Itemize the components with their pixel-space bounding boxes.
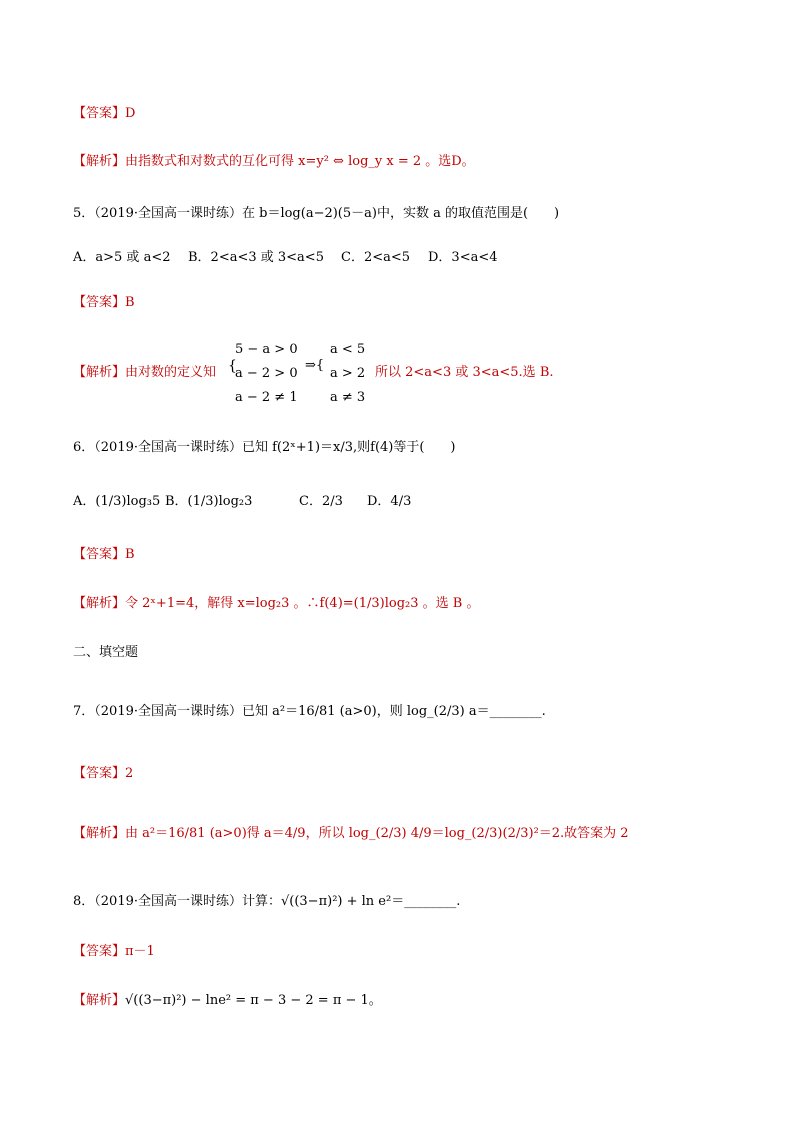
answer-tag: 【答案】 (73, 295, 126, 310)
solution-7 (73, 822, 629, 841)
option-b: B．(1/3)log₂3 (165, 494, 253, 509)
option-a: A．(1/3)log₃5 (73, 494, 161, 509)
system2-line: a > 2 (330, 366, 366, 381)
answer-value: 2 (125, 766, 134, 781)
solution-tag: 【解析】 (73, 596, 126, 611)
solution-text: 由 a²＝16/81 (a>0)得 a＝4/9，所以 log_(2/3) 4/9＝log_(2/3)(2/3)²＝2.故答案为 2 (125, 826, 629, 841)
solution-5-tail: 所以 2<a<3 或 3<a<5.选 B. (375, 365, 554, 380)
solution-tag: 【解析】 (73, 154, 126, 169)
system1-line: 5 − a > 0 (235, 342, 298, 357)
question-6-stem: 6．（2019·全国高一课时练）已知 f(2ˣ+1)＝x/3,则f(4)等于( ) (73, 440, 456, 455)
option-d: D．4/3 (367, 494, 412, 509)
solution-4 (73, 150, 475, 169)
question-7-stem: 7．（2019·全国高一课时练）已知 a²＝16/81 (a>0)，则 log_(2/3) a＝________. (73, 704, 546, 719)
option-a: A．a>5 或 a<2 (73, 250, 171, 265)
system1-line: a − 2 ≠ 1 (235, 390, 298, 405)
option-c: C．2<a<5 (341, 250, 411, 265)
answer-tag: 【答案】 (73, 944, 126, 959)
implies-arrow: ⇒{ (305, 358, 325, 373)
inequality-system-2 (330, 338, 365, 410)
section-title: 二、填空题 (73, 645, 139, 660)
option-c: C．2/3 (299, 494, 343, 509)
solution-text: 由指数式和对数式的互化可得 x=y² ⇔ log_y x = 2 。选D。 (125, 154, 475, 169)
answer-8 (73, 940, 155, 959)
answer-value: D (125, 106, 136, 121)
system1-line: a − 2 > 0 (235, 366, 298, 381)
inequality-system-1 (235, 338, 298, 410)
answer-value: π－1 (125, 944, 155, 959)
solution-tag: 【解析】 (73, 826, 126, 841)
solution-5 (73, 361, 216, 380)
brace-1: { (228, 358, 237, 374)
answer-tag: 【答案】 (73, 547, 126, 562)
solution-6 (73, 592, 479, 611)
answer-tag: 【答案】 (73, 106, 126, 121)
system2-line: a < 5 (330, 342, 366, 357)
answer-4 (73, 102, 135, 121)
option-b: B．2<a<3 或 3<a<5 (188, 250, 324, 265)
solution-text: √((3−π)²) − lne² = π − 3 − 2 = π − 1。 (125, 993, 382, 1008)
question-8-stem: 8．（2019·全国高一课时练）计算：√((3−π)²) + ln e²＝________. (73, 894, 461, 909)
answer-value: B (125, 547, 135, 562)
solution-tag: 【解析】 (73, 365, 126, 380)
answer-value: B (125, 295, 135, 310)
option-d: D．3<a<4 (428, 250, 498, 265)
answer-7 (73, 762, 133, 781)
answer-tag: 【答案】 (73, 766, 126, 781)
solution-tag: 【解析】 (73, 993, 126, 1008)
system2-line: a ≠ 3 (330, 390, 366, 405)
answer-5 (73, 291, 135, 310)
answer-6 (73, 543, 135, 562)
solution-text: 令 2ˣ+1=4，解得 x=log₂3 。∴f(4)=(1/3)log₂3 。选 B 。 (125, 596, 480, 611)
question-5-stem: 5．（2019·全国高一课时练）在 b＝log(a−2)(5－a)中，实数 a 的取值范围是( ) (73, 206, 560, 221)
solution-8 (73, 989, 382, 1008)
solution-lead: 由对数的定义知 (125, 365, 217, 380)
